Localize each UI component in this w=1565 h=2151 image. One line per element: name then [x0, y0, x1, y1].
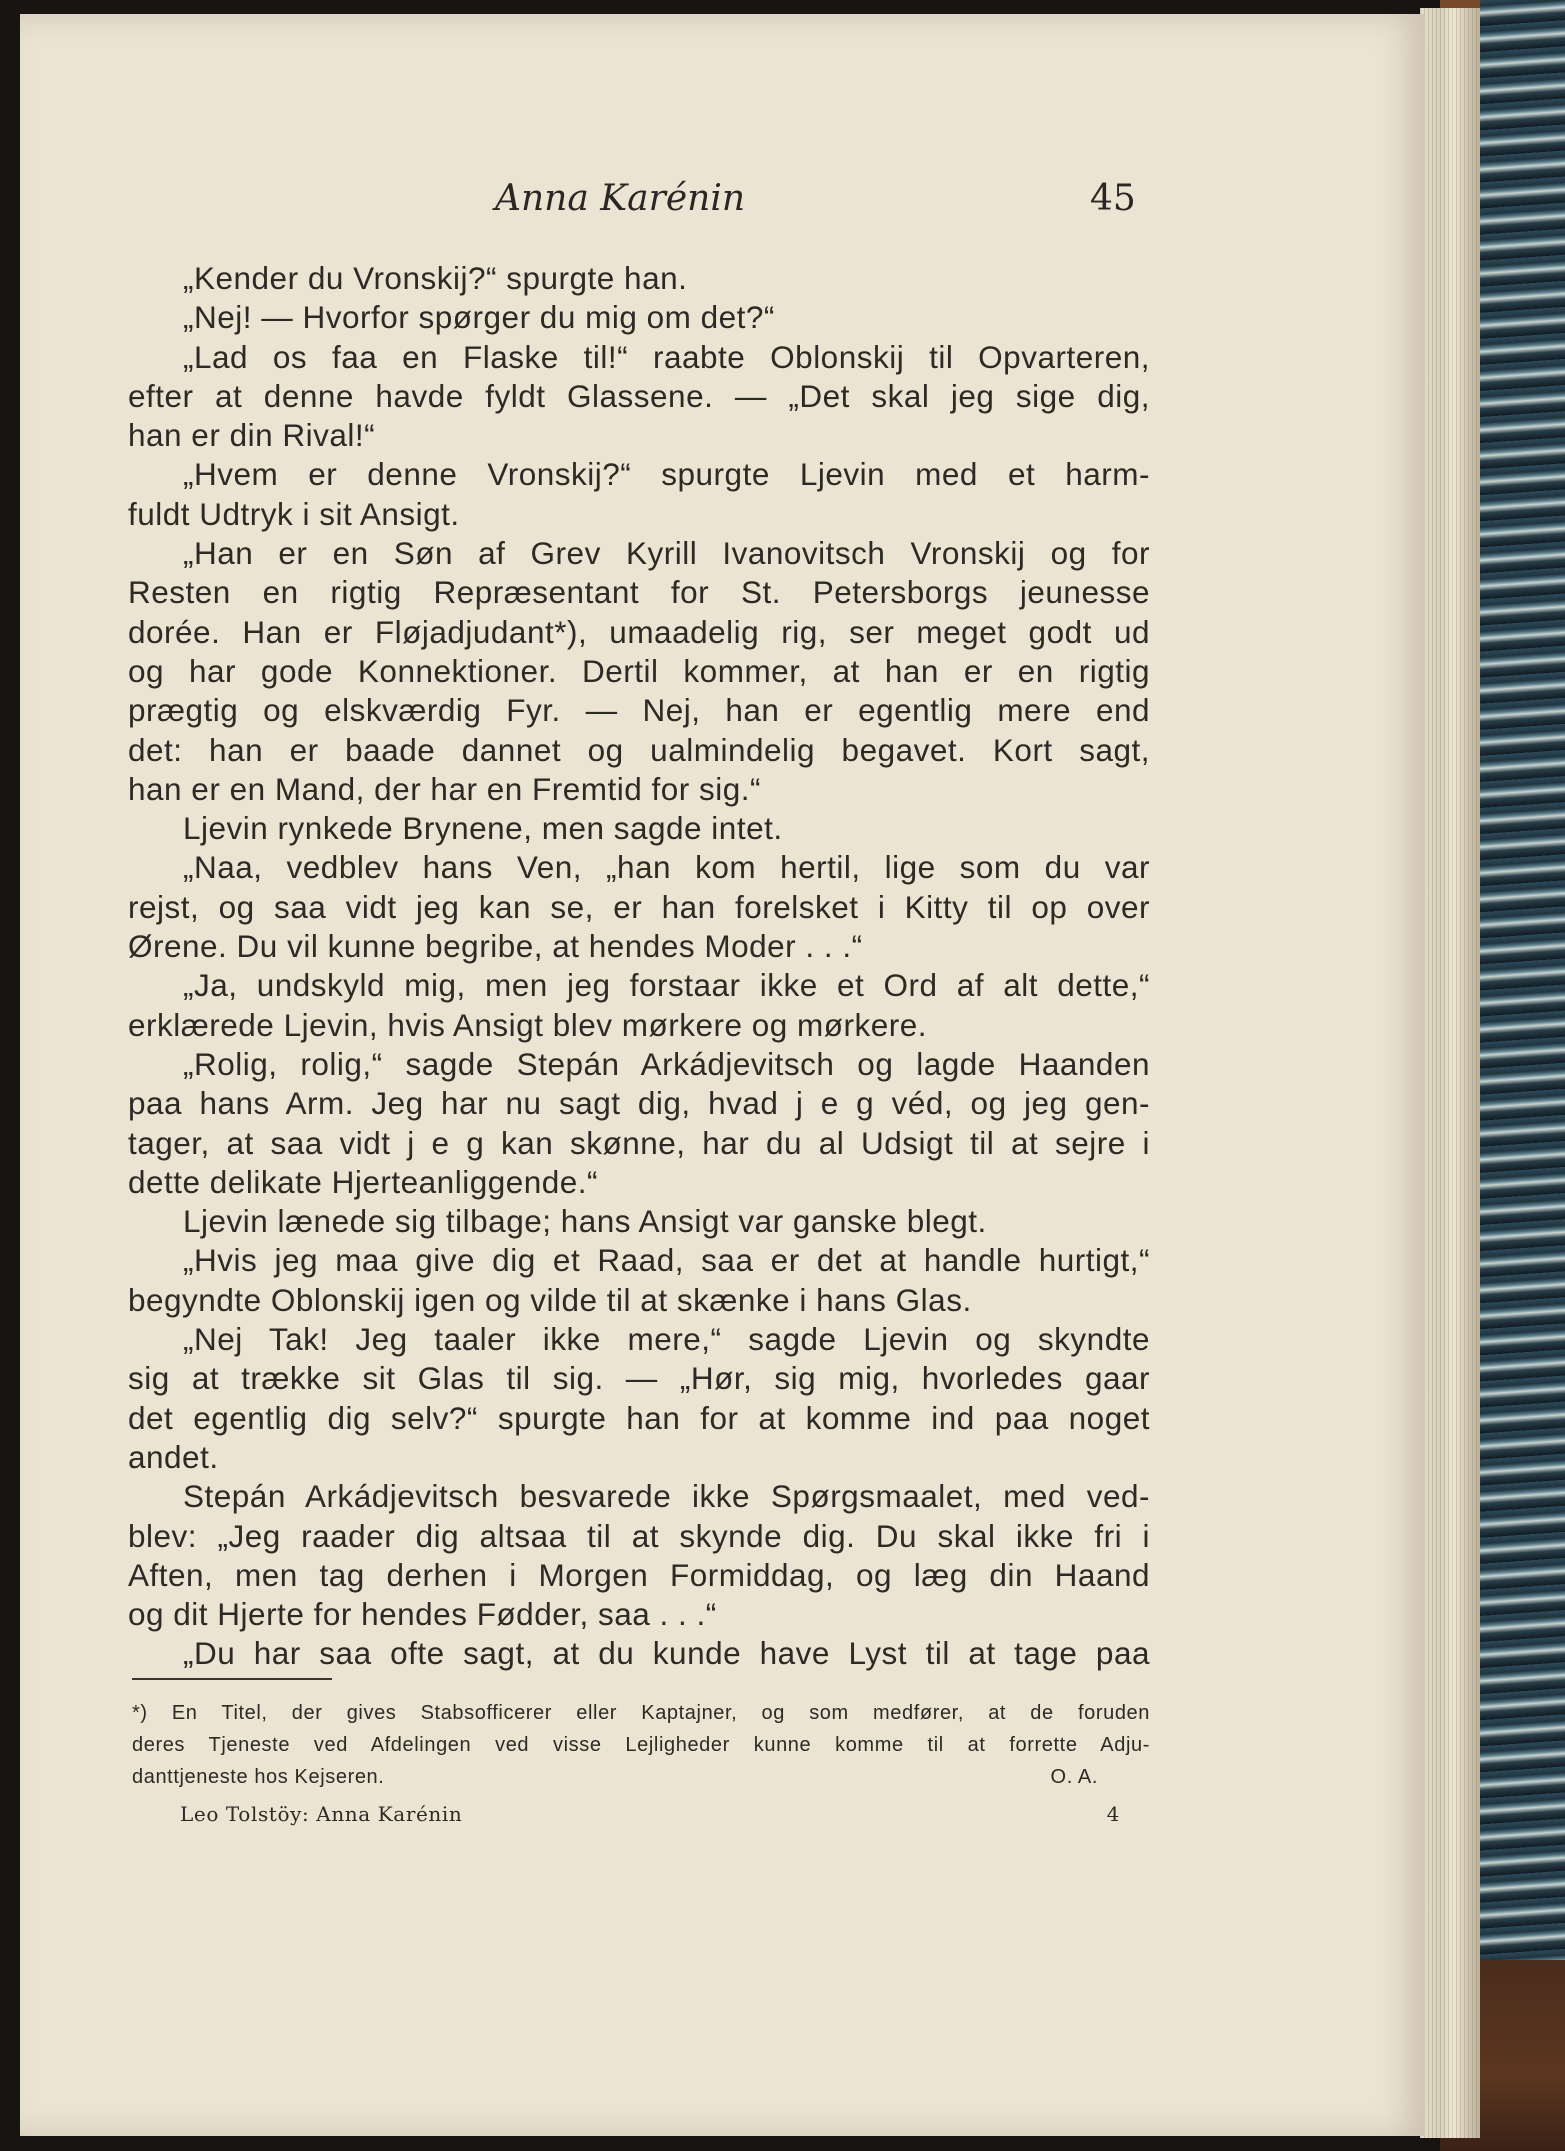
footnote [132, 1697, 1150, 1793]
text-line: Resten en rigtig Repræsentant for St. Petersborgs jeunesse [128, 574, 1150, 611]
scan-border-left [0, 0, 22, 2151]
text-line: rejst, og saa vidt jeg kan se, er han forelsket i Kitty til op over [128, 888, 1150, 925]
text-line: „Lad os faa en Flaske til!“ raabte Oblonskij til Opvarteren, [183, 338, 1150, 375]
text-line: han er en Mand, der har en Fremtid for sig.“ [128, 770, 762, 807]
text-line: „Han er en Søn af Grev Kyrill Ivanovitsch Vronskij og for [183, 535, 1150, 572]
text-line: efter at denne havde fyldt Glassene. — „Det skal jeg sige dig, [128, 377, 1150, 414]
text-line: blev: „Jeg raader dig altsaa til at skynde dig. Du skal ikke fri i [128, 1517, 1150, 1554]
signature-number: 4 [1106, 1802, 1120, 1826]
page-number: 45 [1090, 178, 1136, 219]
body-text [128, 259, 1150, 1674]
footnote-line: deres Tjeneste ved Afdelingen ved visse Lejligheder kunne komme til at forrette Adju- [132, 1734, 1150, 1756]
text-line: „Nej! — Hvorfor spørger du mig om det?“ [183, 299, 775, 336]
footnote-rule [132, 1678, 332, 1680]
text-line: fuldt Udtryk i sit Ansigt. [128, 495, 460, 532]
book-cover-marbled-edge [1480, 0, 1565, 2151]
text-line: tager, at saa vidt j e g kan skønne, har du al Udsigt til at sejre i [128, 1124, 1150, 1161]
text-line: „Hvem er denne Vronskij?“ spurgte Ljevin med et harm- [183, 456, 1150, 493]
footnote-line: *) En Titel, der gives Stabsofficerer eller Kaptajner, og som medfører, at de foruden [132, 1702, 1150, 1724]
text-line: „Kender du Vronskij?“ spurgte han. [183, 260, 688, 296]
text-line: „Nej Tak! Jeg taaler ikke mere,“ sagde Ljevin og skyndte [183, 1321, 1150, 1358]
text-line: paa hans Arm. Jeg har nu sagt dig, hvad j e g véd, og jeg gen- [128, 1085, 1150, 1122]
footnote-line-last [132, 1761, 1150, 1793]
text-line: begyndte Oblonskij igen og vilde til at skænke i hans Glas. [128, 1281, 972, 1318]
running-head-title: Anna Karénin [495, 178, 746, 219]
text-line: „Du har saa ofte sagt, at du kunde have Lyst til at tage paa [183, 1635, 1150, 1672]
text-line: Stepán Arkádjevitsch besvarede ikke Spørgsmaalet, med ved- [183, 1478, 1150, 1515]
text-line: han er din Rival!“ [128, 417, 376, 454]
running-head [20, 174, 1425, 224]
text-line: Aften, men tag derhen i Morgen Formiddag, og læg din Haand [128, 1556, 1150, 1593]
book-page-edge-lines [1420, 8, 1480, 2138]
text-line: det: han er baade dannet og ualmindelig begavet. Kort sagt, [128, 731, 1150, 768]
footnote-signature: O. A. [1050, 1766, 1098, 1788]
book-page [20, 14, 1425, 2136]
text-line: Ljevin rynkede Brynene, men sagde intet. [183, 810, 783, 847]
text-line: „Hvis jeg maa give dig et Raad, saa er det at handle hurtigt,“ [183, 1242, 1150, 1279]
printer-signature [180, 1797, 1120, 1831]
text-line: det egentlig dig selv?“ spurgte han for at komme ind paa noget [128, 1399, 1150, 1436]
text-line: prægtig og elskværdig Fyr. — Nej, han er egentlig mere end [128, 692, 1150, 729]
text-line: dette delikate Hjerteanliggende.“ [128, 1163, 599, 1200]
text-line: Ørene. Du vil kunne begribe, at hendes Moder . . .“ [128, 928, 863, 965]
text-line: „Naa, vedblev hans Ven, „han kom hertil, lige som du var [183, 849, 1150, 886]
text-line: sig at trække sit Glas til sig. — „Hør, sig mig, hvorledes gaar [128, 1360, 1150, 1397]
text-line: „Ja, undskyld mig, men jeg forstaar ikke et Ord af alt dette,“ [183, 967, 1150, 1004]
text-line: erklærede Ljevin, hvis Ansigt blev mørkere og mørkere. [128, 1006, 928, 1043]
text-line: dorée. Han er Fløjadjudant*), umaadelig rig, ser meget godt ud [128, 613, 1150, 650]
text-line: og dit Hjerte for hendes Fødder, saa . . .“ [128, 1596, 717, 1633]
text-line: „Rolig, rolig,“ sagde Stepán Arkádjevitsch og lagde Haanden [183, 1045, 1150, 1082]
text-line: og har gode Konnektioner. Dertil kommer, at han er en rigtig [128, 652, 1150, 689]
text-line: andet. [128, 1438, 219, 1475]
text-line: Ljevin lænede sig tilbage; hans Ansigt var ganske blegt. [183, 1203, 987, 1240]
footnote-text: danttjeneste hos Kejseren. [132, 1766, 385, 1788]
signature-text: Leo Tolstöy: Anna Karénin [180, 1802, 463, 1826]
